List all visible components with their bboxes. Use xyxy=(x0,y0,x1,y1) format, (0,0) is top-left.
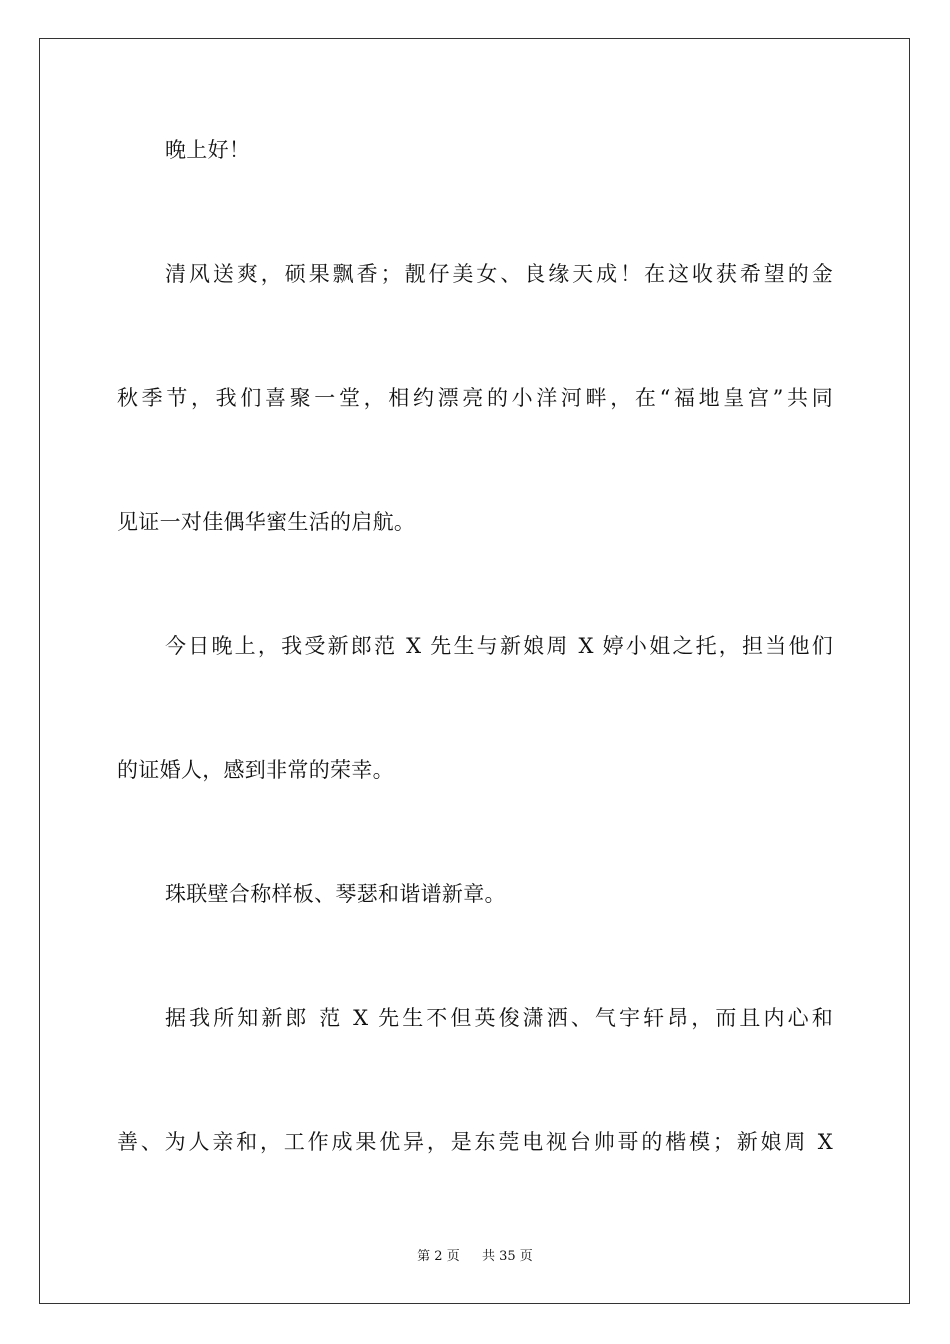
page-frame xyxy=(39,38,910,1304)
paragraph-2-line-2: 的证婚人，感到非常的荣幸。 xyxy=(117,758,394,782)
paragraph-4-line-2: 善、为人亲和，工作成果优异，是东莞电视台帅哥的楷模；新娘周 X xyxy=(117,1130,833,1154)
page-footer xyxy=(0,1247,950,1267)
paragraph-1-line-3: 见证一对佳偶华蜜生活的启航。 xyxy=(117,510,416,534)
paragraph-1-line-2: 秋季节，我们喜聚一堂，相约漂亮的小洋河畔，在“福地皇宫”共同 xyxy=(117,386,834,410)
paragraph-4-line-1: 据我所知新郎 范 X 先生不但英俊潇洒、气宇轩昂，而且内心和 xyxy=(165,1006,833,1030)
paragraph-2-line-1: 今日晚上，我受新郎范 X 先生与新娘周 X 婷小姐之托，担当他们 xyxy=(165,634,833,658)
paragraph-3-line-1: 珠联壁合称样板、琴瑟和谐谱新章。 xyxy=(165,882,506,906)
greeting-line: 晚上好！ xyxy=(165,138,251,162)
page-number-current: 第 2 页 xyxy=(417,1249,460,1264)
page-number-total: 共 35 页 xyxy=(482,1249,533,1264)
paragraph-1-line-1: 清风送爽，硕果飘香；靓仔美女、良缘天成！在这收获希望的金 xyxy=(165,262,833,286)
